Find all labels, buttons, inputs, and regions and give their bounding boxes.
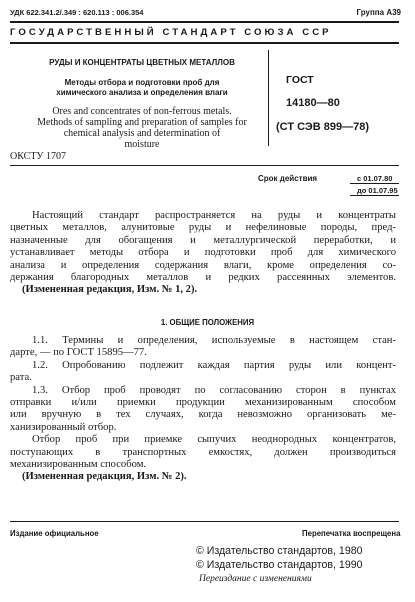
section-paragraphs (10, 335, 396, 484)
copyright-1980: © Издательство стандартов, 1980 (196, 545, 363, 557)
section-title: 1. ОБЩИЕ ПОЛОЖЕНИЯ (160, 318, 255, 327)
intro-line: устанавливает методы отбора и подготовки проб для химического (10, 247, 396, 259)
intro-line: назначенные для обогащения и металлургической переработки, и (10, 234, 396, 246)
copyright-1990: © Издательство стандартов, 1990 (196, 559, 363, 571)
en-title-line: Methods of sampling and preparation of samples for (37, 117, 247, 128)
section-line: дарте, — по ГОСТ 15895—77. (10, 347, 147, 359)
group-code: Группа А39 (356, 8, 401, 17)
header-rule-bottom (10, 42, 399, 44)
section-line: рата. (10, 372, 32, 384)
reprint-prohibited: Перепечатка воспрещена (302, 529, 401, 538)
header-rule-top (10, 21, 399, 23)
gost-label: ГОСТ (286, 74, 314, 86)
ru-title: РУДЫ И КОНЦЕНТРАТЫ ЦВЕТНЫХ МЕТАЛЛОВ (49, 58, 235, 67)
section-line: или вручную в тех случаях, когда невозможно организовать ме- (10, 409, 396, 421)
title-divider (268, 50, 269, 146)
gost-number: 14180—80 (286, 97, 340, 109)
intro-paragraph (10, 210, 396, 297)
footer-rule (10, 521, 399, 522)
title-block-rule (10, 165, 399, 166)
validity-rule (350, 183, 399, 184)
ru-subtitle-line: химического анализа и определения влаги (56, 88, 228, 97)
intro-line: анализа и определения содержания влаги, кроме определения со- (10, 259, 396, 271)
section-line: поступающих в транспортных емкостях, должен производиться (10, 446, 396, 458)
validity-label: Срок действия (258, 174, 318, 183)
section-line: механизированным способом. (10, 459, 147, 471)
intro-line: цветных металлов, алунитовые руды и нефелиновые породы, пред- (10, 222, 396, 234)
validity-rule (350, 195, 399, 196)
section-line: Отбор проб при приемке сыпучих неоднородных концентратов, (32, 434, 396, 446)
intro-line: держания благородных металлов и редких рассеянных элементов. (10, 272, 396, 284)
section-line: 1.2. Опробованию подлежит каждая партия руды или концент- (32, 359, 396, 371)
section-line: 1.3. Отбор проб проводят по согласованию сторон в пунктах (32, 384, 396, 396)
intro-revision: (Измененная редакция, Изм. № 1, 2). (22, 284, 198, 296)
validity-from: с 01.07.80 (357, 174, 393, 183)
official-edition: Издание официальное (10, 529, 99, 538)
section-line: 1.1. Термины и определения, используемые в настоящем стан- (32, 335, 396, 346)
sev-number: (СТ СЭВ 899—78) (276, 121, 369, 133)
reissue-note: Переиздание с изменениями (199, 574, 312, 584)
section-line: отправки и/или приемки продукции механизированным способом (10, 397, 396, 409)
ru-subtitle-line: Методы отбора и подготовки проб для (64, 78, 220, 87)
en-title-line: moisture (124, 139, 160, 150)
en-title-line: chemical analysis and determination of (63, 128, 221, 139)
validity-to: до 01.07.95 (357, 186, 398, 195)
intro-line: Настоящий стандарт распространяется на руды и концентраты (32, 210, 396, 221)
en-title-line: Ores and concentrates of non-ferrous metals. (52, 106, 232, 117)
standard-banner: ГОСУДАРСТВЕННЫЙ СТАНДАРТ СОЮЗА ССР (10, 27, 332, 38)
udk-code: УДК 622.341.2/.349 : 620.113 : 006.354 (10, 8, 144, 17)
section-line: ханизированный отбор. (10, 421, 117, 433)
okstu-code: ОКСТУ 1707 (10, 151, 67, 162)
section-revision: (Измененная редакция, Изм. № 2). (22, 471, 187, 483)
